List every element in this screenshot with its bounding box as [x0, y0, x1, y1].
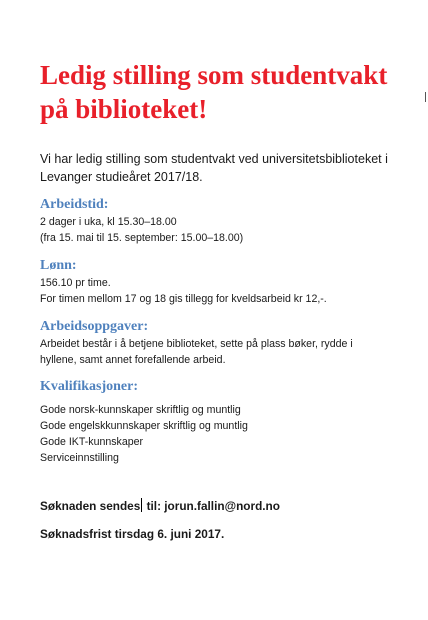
section-heading-lonn: Lønn: [40, 258, 77, 273]
section-heading-arbeidstid: Arbeidstid: [40, 197, 109, 212]
page-title: Ledig stilling som studentvakt på biblioteket! [40, 60, 388, 124]
deadline-line: Søknadsfrist tirsdag 6. juni 2017. [40, 527, 225, 541]
list-item: Gode norsk-kunnskaper skriftlig og muntlig [40, 404, 241, 416]
list-item: Gode IKT-kunnskaper [40, 436, 144, 448]
section-heading-arbeidsoppgaver: Arbeidsoppgaver: [40, 319, 149, 334]
application-label: Søknaden sendes [40, 499, 141, 513]
intro-paragraph: Vi har ledig stilling som studentvakt ved universitetsbiblioteket i Levanger studieåret 2017/18. [40, 152, 388, 184]
application-line[interactable] [40, 498, 280, 514]
list-item: Serviceinnstilling [40, 452, 119, 464]
section-line: (fra 15. mai til 15. september: 15.00–18.00) [40, 232, 244, 244]
section-body-kvalifikasjoner [40, 402, 410, 466]
section-line: 156.10 pr time. [40, 277, 111, 289]
section-line: 2 dager i uka, kl 15.30–18.00 [40, 216, 177, 228]
page-edge-marker [425, 92, 426, 102]
section-line: For timen mellom 17 og 18 gis tillegg for kveldsarbeid kr 12,-. [40, 293, 327, 305]
section-body-lonn [40, 275, 410, 307]
section-line: Arbeidet består i å betjene biblioteket, sette på plass bøker, rydde i [40, 338, 353, 350]
section-body-arbeidsoppgaver [40, 336, 410, 368]
section-body-arbeidstid [40, 214, 410, 246]
application-email: til: jorun.fallin@nord.no [143, 499, 280, 513]
section-heading-kvalifikasjoner: Kvalifikasjoner: [40, 379, 138, 394]
list-item: Gode engelskkunnskaper skriftlig og muntlig [40, 420, 248, 432]
section-line: hyllene, samt annet forefallende arbeid. [40, 354, 226, 366]
